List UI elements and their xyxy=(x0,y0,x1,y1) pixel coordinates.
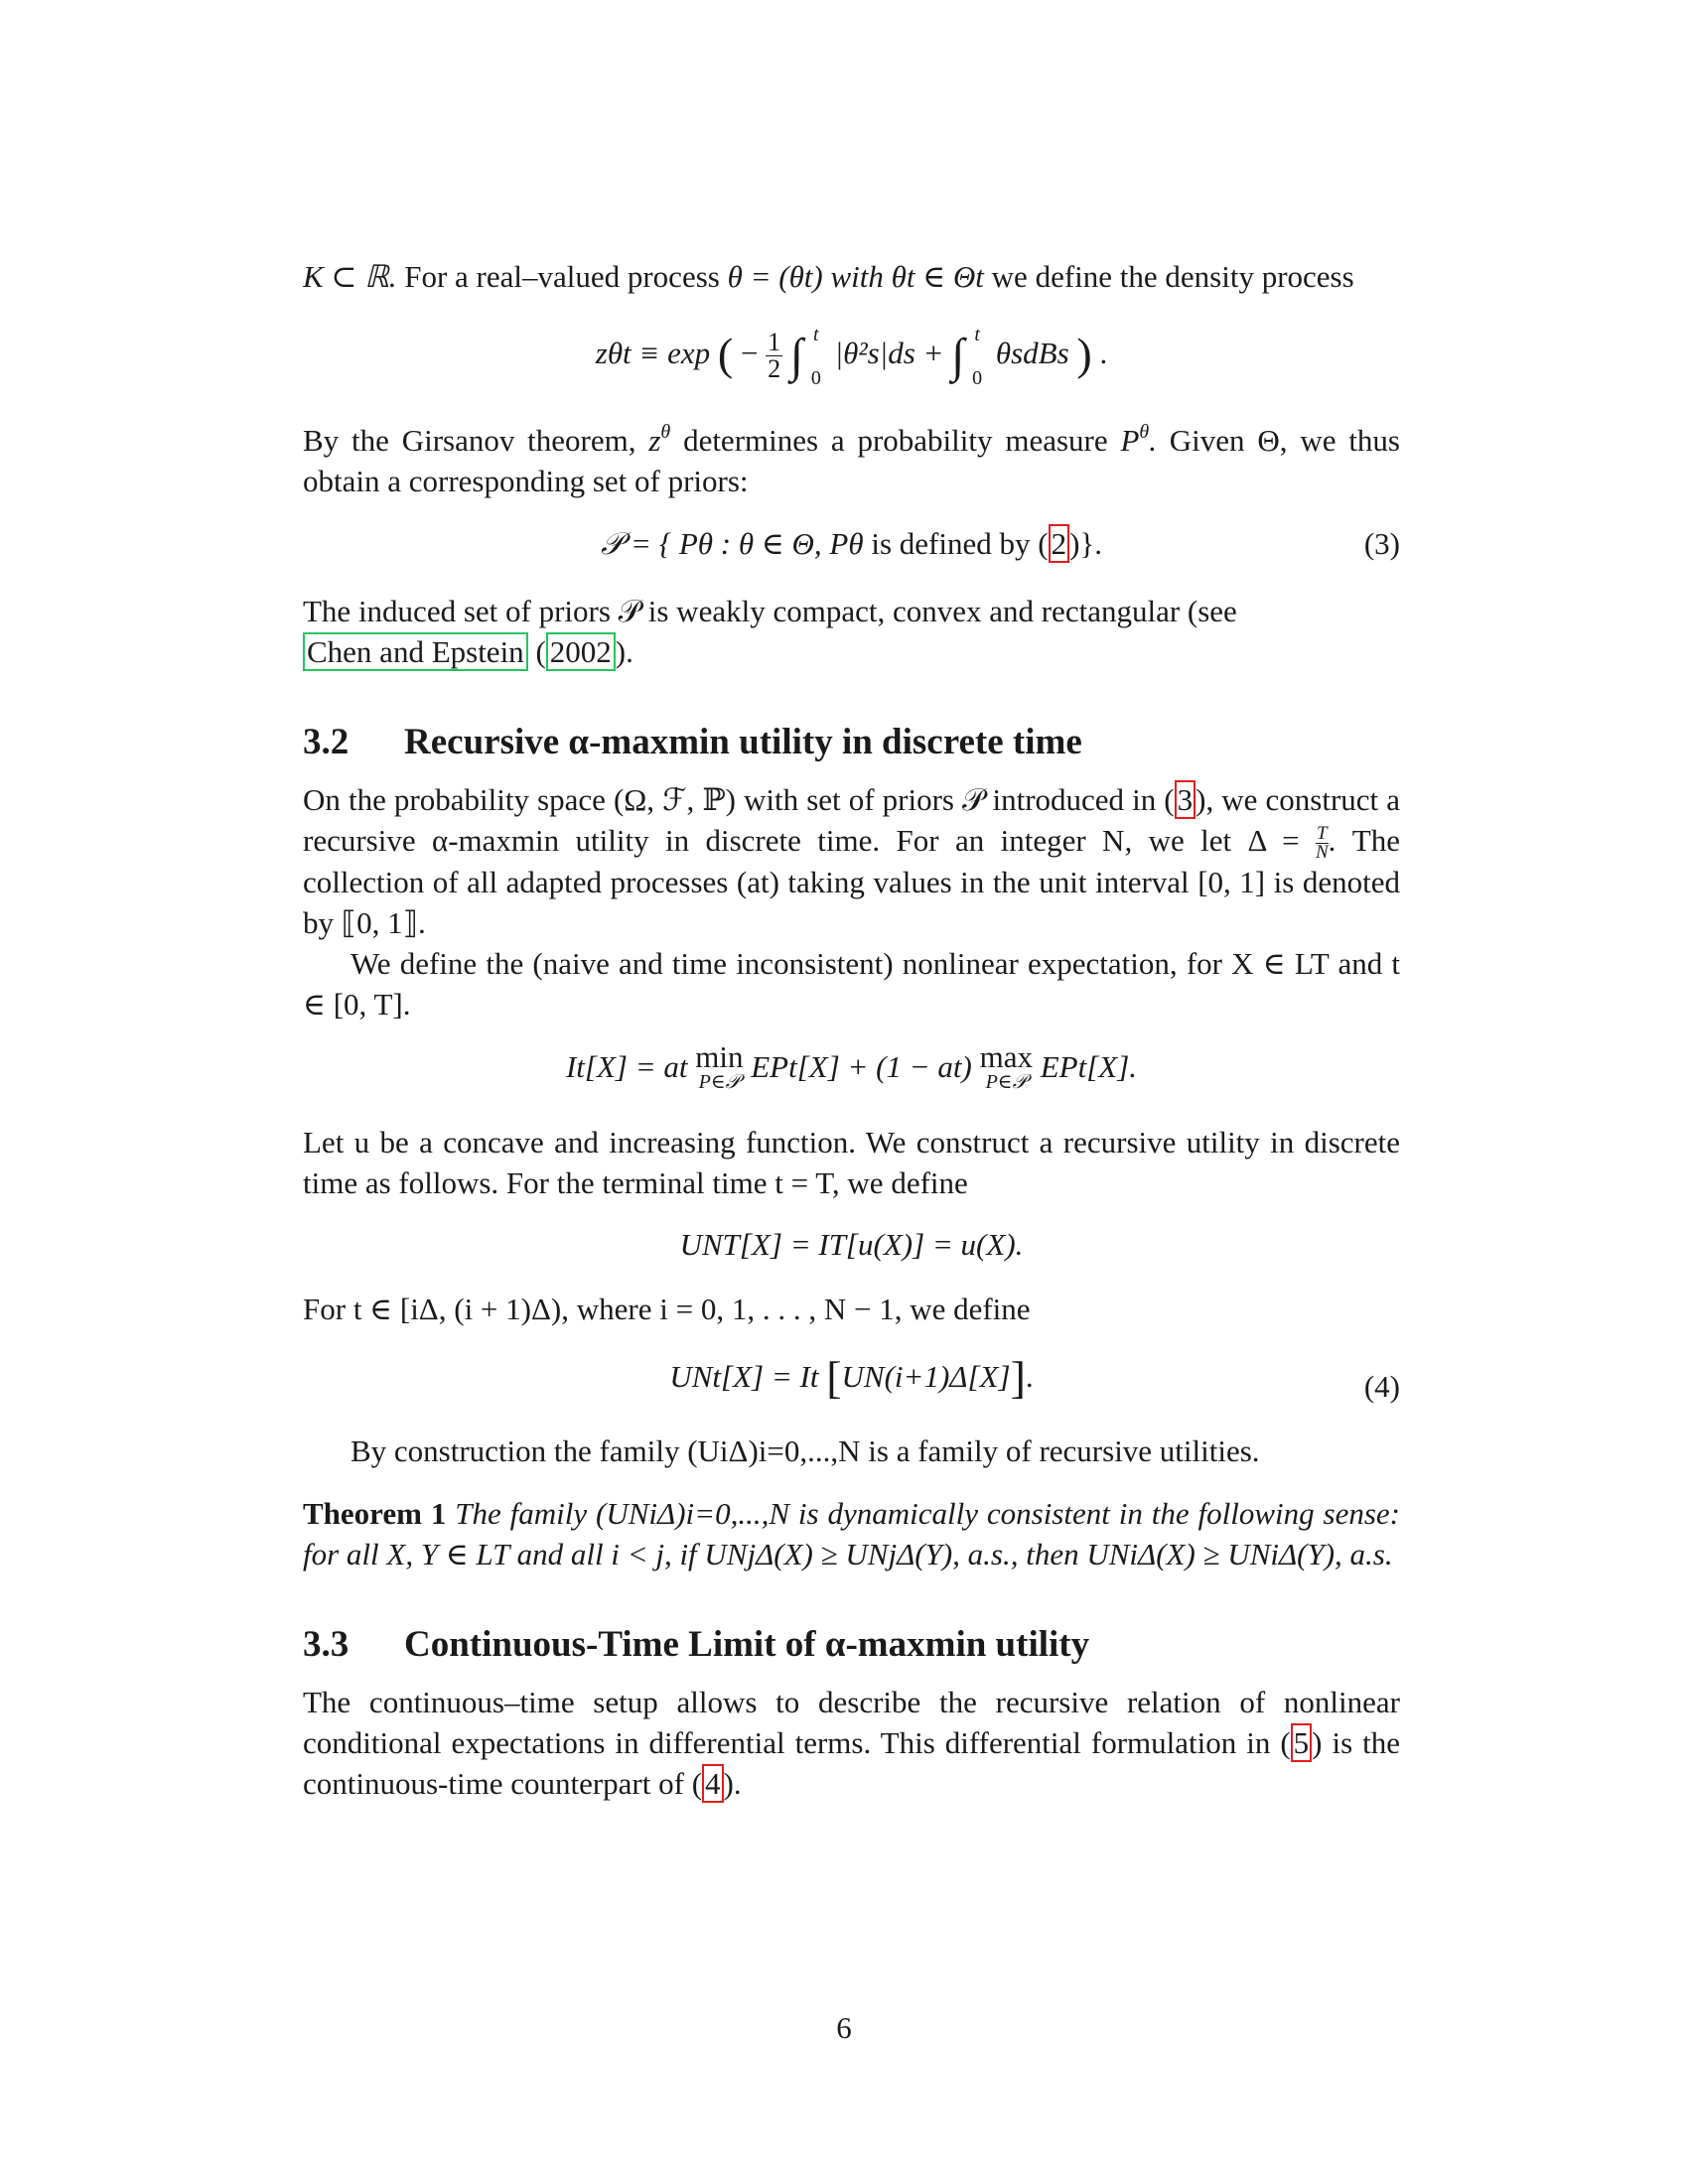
equation-ref-link[interactable]: 4 xyxy=(702,1764,724,1803)
text-segment: we define the density process xyxy=(991,259,1354,294)
integral-sign: ∫ xyxy=(951,330,965,382)
paragraph-density-intro xyxy=(303,256,1400,297)
text-segment: determines a probability measure xyxy=(683,423,1108,458)
limit-lower: 0 xyxy=(810,366,821,389)
text-segment: The induced set of priors 𝒫 is weakly compact, convex and rectangular (see xyxy=(303,594,1237,628)
citation-author-link[interactable]: Chen and Epstein xyxy=(303,632,528,671)
section-number: 3.3 xyxy=(303,1624,350,1666)
eq-terminal-utility: UNT[X] = IT[u(X)] = u(X). xyxy=(679,1227,1024,1263)
min-operator xyxy=(695,1039,744,1094)
text-segment: . The collection of all adapted processes (at) taking values in the unit interval [0, 1] is denoted by ⟦0, 1⟧. xyxy=(303,823,1401,941)
frac-denominator: 2 xyxy=(768,354,781,384)
text-segment: , we construct a recursive α-maxmin utility in discrete time. For an integer N, we let Δ = xyxy=(303,782,1400,858)
frac-numerator: 1 xyxy=(768,328,781,357)
paragraph-discrete-setup: On the probability space (Ω, ℱ, ℙ) with set of priors 𝒫 introduced in (3), we construct a recursive α-maxmin utility in discrete time. For an integer N, we let Δ = $\frac{T}{N}$. The collection of all adapted processes (at) taking values in the unit interval [0, 1] is denoted by ⟦0, 1⟧. xyxy=(303,782,1401,941)
eq3-rhs: }. xyxy=(1079,526,1103,561)
fraction-half xyxy=(766,330,782,382)
limit-upper: t xyxy=(813,323,819,345)
right-paren: ) xyxy=(1076,329,1092,379)
integrand-2: θsdBs xyxy=(995,336,1069,370)
operator-name: max xyxy=(979,1039,1033,1075)
integral-limits xyxy=(811,325,821,388)
math-z-theta: $z^\theta$ xyxy=(648,421,671,458)
equation-number: (3) xyxy=(1363,526,1400,561)
eq4-inner: UN(i+1)Δ[X] xyxy=(841,1359,1011,1395)
eq3-is-defined-by: is defined by xyxy=(871,526,1031,561)
math-k-subset: K ⊂ ℝ. xyxy=(303,259,397,294)
frac-numerator: T xyxy=(1317,823,1328,845)
text-column xyxy=(303,256,1400,1804)
text-segment: The continuous–time setup allows to describe the recursive relation of nonlinear conditional expectations in differential terms. This differential formulation in xyxy=(303,1685,1400,1761)
equation-ref-link[interactable]: 5 xyxy=(1291,1723,1313,1762)
equation-3: 𝒫 = { Pθ : θ ∈ Θ, Pθ is defined by (2)}. (3) xyxy=(303,519,1400,569)
integrand-1: |θ²s|ds + xyxy=(834,336,944,370)
equation-terminal-utility xyxy=(303,1223,1400,1267)
minus-sign: − xyxy=(740,336,759,370)
paragraph-construction: By construction the family (UiΔ)i=0,...,N is a family of recursive utilities. xyxy=(351,1433,1260,1469)
citation-year-link[interactable]: 2002 xyxy=(546,632,616,671)
paragraph-for-t: For t ∈ [iΔ, (i + 1)Δ), where i = 0, 1, . . . , N − 1, we define xyxy=(303,1292,1031,1327)
eq-it-rhs: EPt[X]. xyxy=(1040,1049,1138,1085)
page-number: 6 xyxy=(836,2010,852,2045)
paragraph-girsanov xyxy=(303,412,1400,501)
eq-it-lhs: It[X] = at xyxy=(565,1049,688,1085)
integral-limits xyxy=(972,325,982,388)
limit-lower: 0 xyxy=(972,366,983,389)
section-title: Continuous-Time Limit of α-maxmin utility xyxy=(404,1624,1090,1666)
section-number: 3.2 xyxy=(303,722,350,762)
paragraph-nonlinear-expectation: We define the (naive and time inconsistent) nonlinear expectation, for X ∈ LT and t ∈ [0, T]. xyxy=(303,946,1400,1023)
integral-sign: ∫ xyxy=(789,330,804,382)
left-paren: ( xyxy=(717,329,734,379)
period: . xyxy=(1099,336,1108,370)
frac-denominator: N xyxy=(1315,842,1329,864)
paragraph-continuous-time: The continuous–time setup allows to describe the recursive relation of nonlinear conditional expectations in differential terms. This differential formulation in (5) is the continuous-time counterpart of (4). xyxy=(303,1685,1400,1802)
theorem-body: The family (UNiΔ)i=0,...,N is dynamically consistent in the following sense: for all X, Y ∈ LT and all i < j, if UNjΔ(X) ≥ UNjΔ(Y), a.s., then UNiΔ(X) ≥ UNiΔ(Y), a.s. xyxy=(303,1496,1401,1572)
left-bracket: [ xyxy=(826,1352,842,1404)
operator-name: min xyxy=(695,1039,744,1075)
eq-density-lhs: zθt ≡ exp xyxy=(595,336,711,370)
right-bracket: ] xyxy=(1010,1352,1026,1404)
paragraph-recursive-utility: Let u be a concave and increasing function. We construct a recursive utility in discrete time as follows. For the terminal time t = T, we define xyxy=(303,1125,1400,1201)
equation-ref-link[interactable]: 2 xyxy=(1049,524,1070,563)
equation-number: (4) xyxy=(1363,1369,1400,1405)
text-segment: Given Θ, we thus obtain a corresponding set of priors: xyxy=(303,423,1400,498)
eq3-body: Pθ : θ ∈ Θ, Pθ xyxy=(678,526,864,561)
text-segment: On the probability space (Ω, ℱ, ℙ) with set of priors 𝒫 introduced in xyxy=(303,782,1157,817)
eq4-lhs: UNt[X] = It xyxy=(669,1359,819,1395)
paragraph-induced-set: The induced set of priors 𝒫 is weakly compact, convex and rectangular (see Chen and Epstein ( 2002 ). xyxy=(303,594,1237,669)
operator-subscript: P∈𝒫 xyxy=(985,1071,1028,1094)
math-p-theta: $P^\theta$. xyxy=(1120,421,1157,458)
section-title: Recursive α-maxmin utility in discrete time xyxy=(404,722,1082,762)
text-segment: ). xyxy=(615,634,633,669)
equation-density xyxy=(303,319,1400,388)
fraction-t-over-n xyxy=(1316,825,1329,862)
text-segment: . xyxy=(733,1766,742,1802)
operator-subscript: P∈𝒫 xyxy=(698,1071,741,1094)
theorem-1 xyxy=(303,1493,1400,1574)
text-segment: For a real–valued process xyxy=(404,259,720,294)
max-operator xyxy=(979,1039,1033,1094)
theorem-label: Theorem 1 xyxy=(303,1496,447,1532)
text-segment: By the Girsanov theorem, xyxy=(303,423,636,458)
eq3-lhs: 𝒫 = { xyxy=(600,526,672,561)
equation-4: UNt[X] = It [UN(i+1)Δ[X]]. (4) xyxy=(303,1345,1400,1409)
section-heading-3-3 xyxy=(303,1620,1400,1670)
text-segment: is the continuous-time counterpart of xyxy=(303,1725,1400,1802)
equation-nonlinear-expectation xyxy=(303,1039,1400,1102)
limit-upper: t xyxy=(974,323,980,345)
math-theta-def: θ = (θt) with θt ∈ Θt xyxy=(727,259,984,294)
section-heading-3-2 xyxy=(303,718,1400,767)
equation-ref-link[interactable]: 3 xyxy=(1175,780,1196,819)
eq-it-mid: EPt[X] + (1 − at) xyxy=(751,1049,972,1085)
